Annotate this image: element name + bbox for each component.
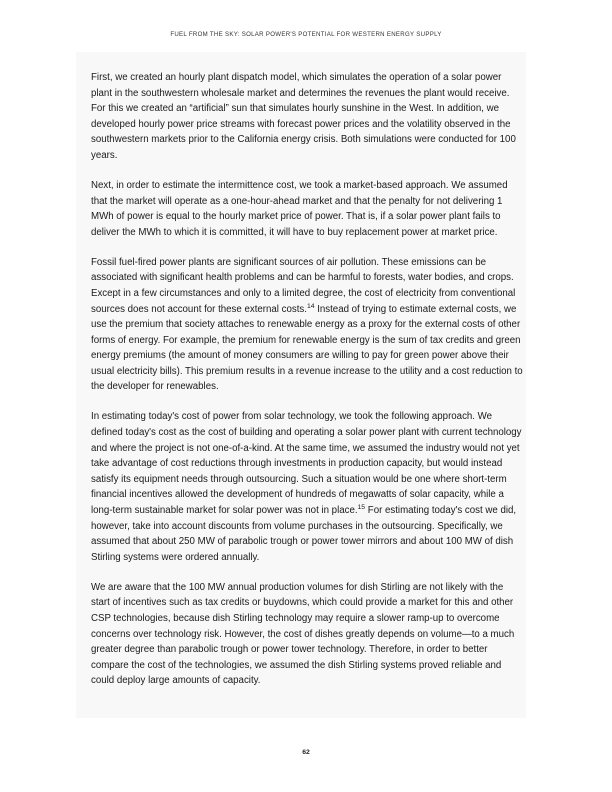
paragraph-todays-cost [91,409,523,565]
running-header: FUEL FROM THE SKY: SOLAR POWER'S POTENTIAL FOR WESTERN ENERGY SUPPLY [170,31,442,38]
paragraph-text: Instead of trying to estimate external costs, we use the premium that society attaches to renewable energy as a proxy for the external costs of other forms of energy. For example, the premium for renewable energy is the sum of tax credits and green energy premiums (the amount of money consumers are willing to pay for green power above their usual electricity bills). This premium results in a revenue increase to the utility and a cost reduction to the developer for renewables. [91,303,523,393]
body-text [91,70,523,703]
footnote-marker-15: 15 [357,504,366,512]
paragraph-intermittence-cost: Next, in order to estimate the intermittence cost, we took a market-based approach. We assumed that the market will operate as a one-hour-ahead market and that the penalty for not delivering 1 MWh of power is equal to the hourly market price of power. That is, if a solar power plant fails to deliver the MWh to which it is committed, it will have to buy replacement power at market price. [91,179,508,238]
footnote-marker-14: 14 [306,302,315,310]
paragraph-text: Fossil fuel-fired power plants are significant sources of air pollution. These emissions can be associated with significant health problems and can be harmful to forests, water bodies, and crops. Except in a few circumstances and only to a limited degree, the cost of electricity from conventional sources does not account for these external costs. [91,256,516,315]
paragraph-plant-dispatch-model: First, we created an hourly plant dispatch model, which simulates the operation of a solar power plant in the southwestern wholesale market and determines the revenues the plant would receive. For this we created an “artificial” sun that simulates hourly sunshine in the West. In addition, we developed hourly power price streams with forecast power prices and the volatility observed in the southwestern markets prior to the California energy crisis. Both simulations were conducted for 100 years. [91,72,516,161]
paragraph-external-costs [91,255,523,395]
page-number: 62 [302,749,310,756]
paragraph-text: For estimating today's cost we did, however, take into account discounts from volume purchases in the outsourcing. Specifically, we assumed that about 250 MW of parabolic trough or power tower mirrors and about 100 MW of dish Stirling systems were ordered annually. [91,505,517,563]
paragraph-text: In estimating today's cost of power from solar technology, we took the following approach. We defined today's cost as the cost of building and operating a solar power plant with current technology and where the project is not one-of-a-kind. At the same time, we assumed the industry would not yet take advantage of cost reductions through investments in production capacity, but would instead satisfy its equipment needs through outsourcing. Such a situation would be one where short-term financial incentives allowed the development of hundreds of megawatts of solar capacity, while a long-term sustainable market for solar power was not in place. [91,411,522,517]
paragraph-dish-stirling-volumes: We are aware that the 100 MW annual production volumes for dish Stirling are not likely with the start of incentives such as tax credits or buydowns, which could provide a market for this and other CSP technologies, because dish Stirling technology may require a slower ramp-up to overcome concerns over technology risk. However, the cost of dishes greatly depends on volume—to a much greater degree than parabolic trough or power tower technology. Therefore, in order to better compare the cost of the technologies, we assumed the dish Stirling systems proved reliable and could deploy large amounts of capacity. [91,581,515,687]
